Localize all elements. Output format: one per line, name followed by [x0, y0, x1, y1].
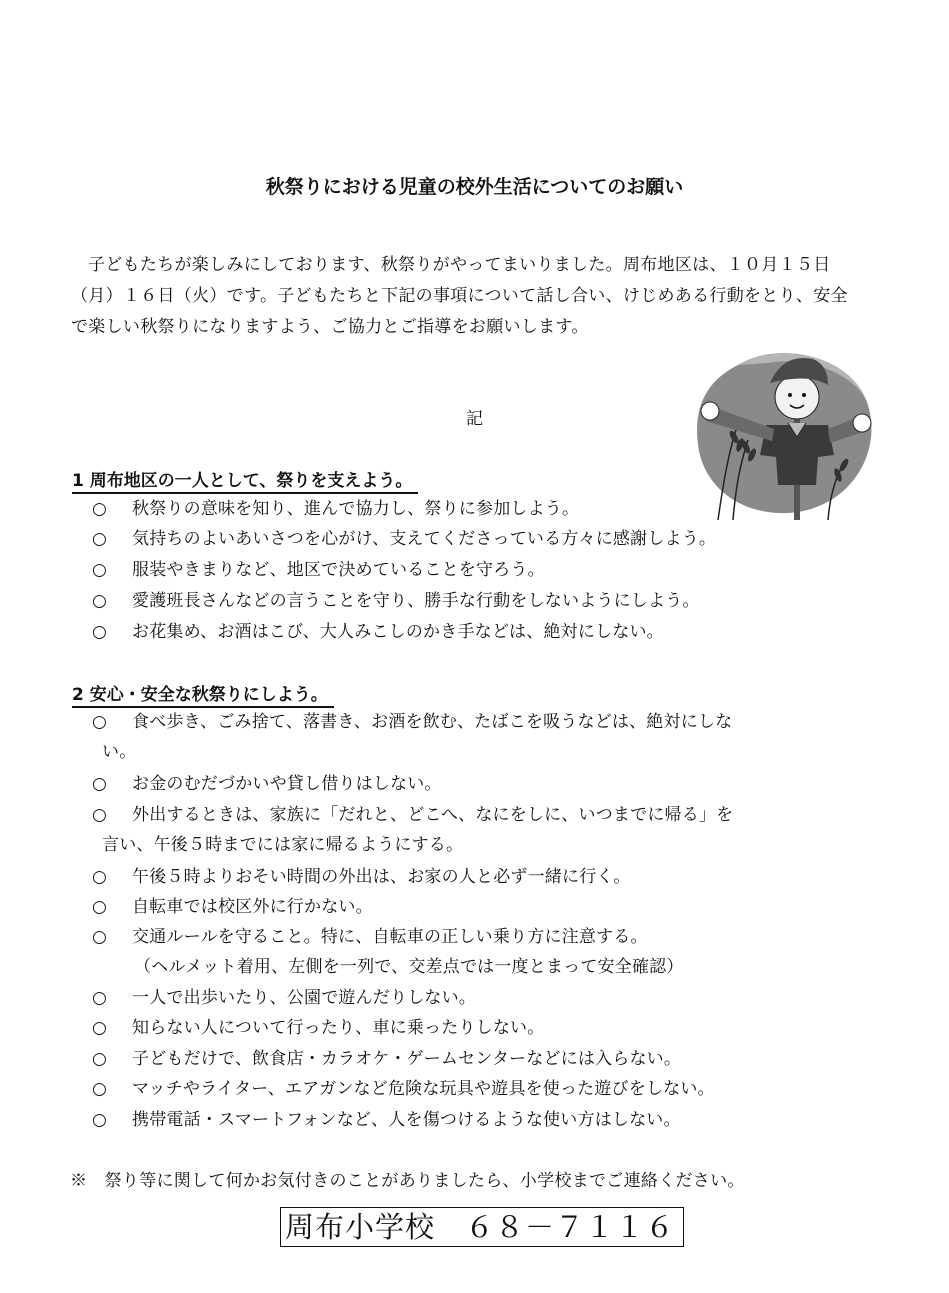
bullet-circle: ○ — [92, 1079, 108, 1099]
bullet-circle: ○ — [92, 1049, 108, 1069]
list-item: ○ 子どもだけで、飲食店・カラオケ・ゲームセンターなどには入らない。 — [92, 1044, 852, 1074]
ki-heading: 記 — [466, 409, 483, 429]
list-item: ○ 交通ルールを守ること。特に、自転車の正しい乗り方に注意する。 （ヘルメット着用、左側を一列で、交差点では一度とまって安全確認） — [92, 922, 852, 982]
bullet-circle: ○ — [92, 499, 108, 519]
bullet-circle: ○ — [92, 927, 108, 947]
list-item: ○ 愛護班長さんなどの言うことを守り、勝手な行動をしないようにしよう。 — [92, 586, 852, 616]
list-item: ○ 一人で出歩いたり、公園で遊んだりしない。 — [92, 983, 852, 1013]
bullet-circle: ○ — [92, 1018, 108, 1038]
bullet-circle: ○ — [92, 529, 108, 549]
list-item: ○ 気持ちのよいあいさつを心がけ、支えてくださっている方々に感謝しよう。 — [92, 524, 852, 554]
bullet-circle: ○ — [92, 897, 108, 917]
bullet-circle: ○ — [92, 712, 108, 732]
bullet-circle: ○ — [92, 591, 108, 611]
bullet-circle: ○ — [92, 774, 108, 794]
intro-paragraph: 子どもたちが楽しみにしております、秋祭りがやってまいりました。周布地区は、１０月１５日（月）１６日（火）です。子どもたちと下記の事項について話し合い、けじめある行動をとり、安全で楽しい秋祭りになりますよう、ご協力とご指導をお願いします。 — [71, 255, 848, 337]
bullet-circle: ○ — [92, 988, 108, 1008]
list-item: ○ 食べ歩き、ごみ捨て、落書き、お酒を飲む、たばこを吸うなどは、絶対にしな い。 — [92, 707, 852, 767]
list-item: ○ 自転車では校区外に行かない。 — [92, 892, 852, 922]
bullet-circle: ○ — [92, 622, 108, 642]
bullet-circle: ○ — [92, 1110, 108, 1130]
list-item: ○ お花集め、お酒はこび、大人みこしのかき手などは、絶対にしない。 — [92, 617, 852, 647]
contact-note: ※ 祭り等に関して何かお気付きのことがありましたら、小学校までご連絡ください。 — [70, 1171, 745, 1191]
school-contact-box: 周布小学校 ６８－７１１６ — [280, 1207, 684, 1247]
list-item: ○ 午後５時よりおそい時間の外出は、お家の人と必ず一緒に行く。 — [92, 862, 852, 892]
bullet-circle: ○ — [92, 805, 108, 825]
section-2-heading: 2 安心・安全な秋祭りにしよう。 — [72, 680, 334, 708]
list-item: ○ 知らない人について行ったり、車に乗ったりしない。 — [92, 1013, 852, 1043]
list-item: ○ 外出するときは、家族に「だれと、どこへ、なにをしに、いつまでに帰る」を 言い、午後５時までには家に帰るようにする。 — [92, 800, 852, 860]
bullet-circle: ○ — [92, 867, 108, 887]
list-item: ○ マッチやライター、エアガンなど危険な玩具や遊具を使った遊びをしない。 — [92, 1074, 852, 1104]
bullet-circle: ○ — [92, 560, 108, 580]
list-item: ○ 服装やきまりなど、地区で決めていることを守ろう。 — [92, 555, 852, 585]
section-1-heading: 1 周布地区の一人として、祭りを支えよう。 — [72, 466, 418, 494]
list-item: ○ お金のむだづかいや貸し借りはしない。 — [92, 769, 852, 799]
list-item: ○ 携帯電話・スマートフォンなど、人を傷つけるような使い方はしない。 — [92, 1105, 852, 1135]
document-title: 秋祭りにおける児童の校外生活についてのお願い — [265, 176, 684, 198]
list-item: ○ 秋祭りの意味を知り、進んで協力し、祭りに参加しよう。 — [92, 494, 852, 524]
